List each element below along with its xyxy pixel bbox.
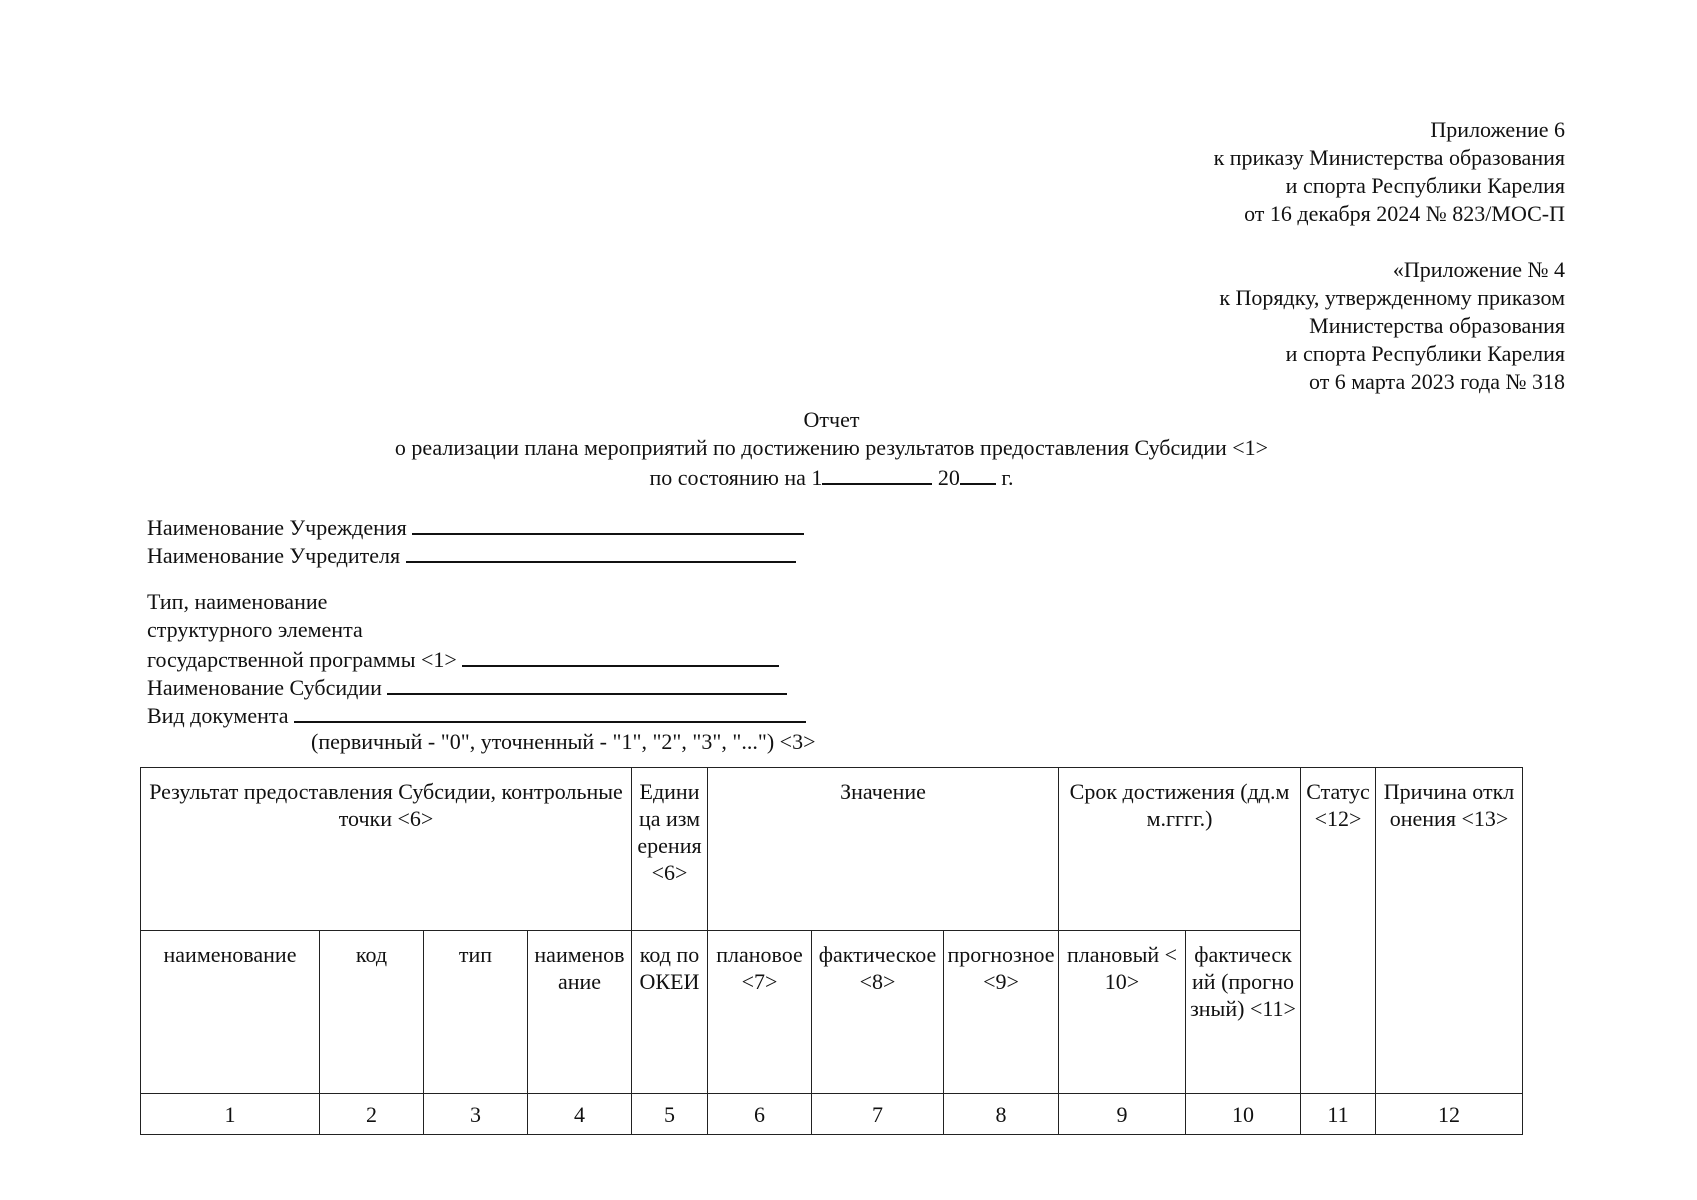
report-date-year-prefix: 20 bbox=[937, 465, 960, 490]
annex-6-line-2: к приказу Министерства образования bbox=[1213, 145, 1565, 170]
annex-4-line-5: от 6 марта 2023 года № 318 bbox=[1308, 369, 1565, 394]
report-date-prefix: по состоянию на 1 bbox=[649, 465, 823, 490]
annex-6-line-1: Приложение 6 bbox=[1430, 117, 1565, 142]
header-naming: наименование bbox=[528, 931, 632, 1094]
annex-4-line-3: Министерства образования bbox=[1309, 313, 1565, 338]
doc-type-label: Вид документа bbox=[147, 703, 289, 728]
institution-blank[interactable] bbox=[412, 512, 804, 535]
report-title-line-2: о реализации плана мероприятий по достижению результатов предоставления Субсидии <1> bbox=[394, 435, 1269, 460]
founder-label: Наименование Учредителя bbox=[147, 543, 401, 568]
header-planned-date: плановый <10> bbox=[1059, 931, 1186, 1094]
founder-blank[interactable] bbox=[406, 540, 796, 563]
column-number: 2 bbox=[320, 1094, 424, 1135]
doc-type-row bbox=[147, 700, 806, 728]
header-okei: код по ОКЕИ bbox=[632, 931, 708, 1094]
column-number: 11 bbox=[1301, 1094, 1376, 1135]
header-planned: плановое <7> bbox=[708, 931, 812, 1094]
table-header-row-1 bbox=[141, 768, 1523, 931]
column-number: 7 bbox=[812, 1094, 944, 1135]
column-number: 9 bbox=[1059, 1094, 1186, 1135]
annex-4-line-4: и спорта Республики Карелия bbox=[1285, 341, 1565, 366]
annex-6-line-4: от 16 декабря 2024 № 823/МОС-П bbox=[1244, 201, 1565, 226]
annex-4-line-1: «Приложение № 4 bbox=[1392, 257, 1565, 282]
annex-6-header bbox=[1214, 116, 1565, 228]
header-type: тип bbox=[424, 931, 528, 1094]
column-number: 12 bbox=[1376, 1094, 1523, 1135]
header-unit: Единица измерения <6> bbox=[632, 768, 708, 931]
institution-row bbox=[147, 512, 804, 540]
column-number: 4 bbox=[528, 1094, 632, 1135]
column-number: 1 bbox=[141, 1094, 320, 1135]
header-reason: Причина отклонения <13> bbox=[1376, 768, 1523, 1094]
doc-type-blank[interactable] bbox=[294, 700, 806, 723]
type-label-line-2: структурного элемента bbox=[147, 617, 363, 642]
report-table bbox=[140, 767, 1523, 1135]
report-title-line-1: Отчет bbox=[803, 407, 860, 432]
table-column-numbers-row bbox=[141, 1094, 1523, 1135]
header-deadline: Срок достижения (дд.мм.гггг.) bbox=[1059, 768, 1301, 931]
subsidy-row bbox=[147, 672, 806, 700]
annex-4-header bbox=[1219, 256, 1565, 396]
type-label-line-3: государственной программы <1> bbox=[147, 647, 457, 672]
column-number: 6 bbox=[708, 1094, 812, 1135]
column-number: 3 bbox=[424, 1094, 528, 1135]
founder-row bbox=[147, 540, 804, 568]
header-code: код bbox=[320, 931, 424, 1094]
program-element-blank[interactable] bbox=[462, 644, 779, 667]
type-row bbox=[147, 644, 806, 672]
header-forecast: прогнозное <9> bbox=[944, 931, 1059, 1094]
annex-6-line-3: и спорта Республики Карелия bbox=[1285, 173, 1565, 198]
report-date-line bbox=[0, 462, 1663, 492]
annex-4-line-2: к Порядку, утвержденному приказом bbox=[1219, 285, 1565, 310]
doc-type-hint: (первичный - "0", уточненный - "1", "2", "3", "...") <3> bbox=[311, 729, 816, 754]
header-value: Значение bbox=[708, 768, 1059, 931]
column-number: 5 bbox=[632, 1094, 708, 1135]
header-actual-date: фактический (прогнозный) <11> bbox=[1186, 931, 1301, 1094]
report-year-blank[interactable] bbox=[960, 462, 996, 485]
report-date-suffix: г. bbox=[1001, 465, 1014, 490]
header-result: Результат предоставления Субсидии, контрольные точки <6> bbox=[141, 768, 632, 931]
column-number: 10 bbox=[1186, 1094, 1301, 1135]
header-name: наименование bbox=[141, 931, 320, 1094]
report-month-blank[interactable] bbox=[822, 462, 932, 485]
header-status: Статус <12> bbox=[1301, 768, 1376, 1094]
subsidy-label: Наименование Субсидии bbox=[147, 675, 382, 700]
header-actual: фактическое <8> bbox=[812, 931, 944, 1094]
program-fields bbox=[147, 588, 806, 728]
column-number: 8 bbox=[944, 1094, 1059, 1135]
report-title bbox=[0, 406, 1663, 492]
institution-label: Наименование Учреждения bbox=[147, 515, 407, 540]
type-label-line-1: Тип, наименование bbox=[147, 589, 328, 614]
subsidy-blank[interactable] bbox=[387, 672, 787, 695]
institution-fields bbox=[147, 512, 804, 568]
